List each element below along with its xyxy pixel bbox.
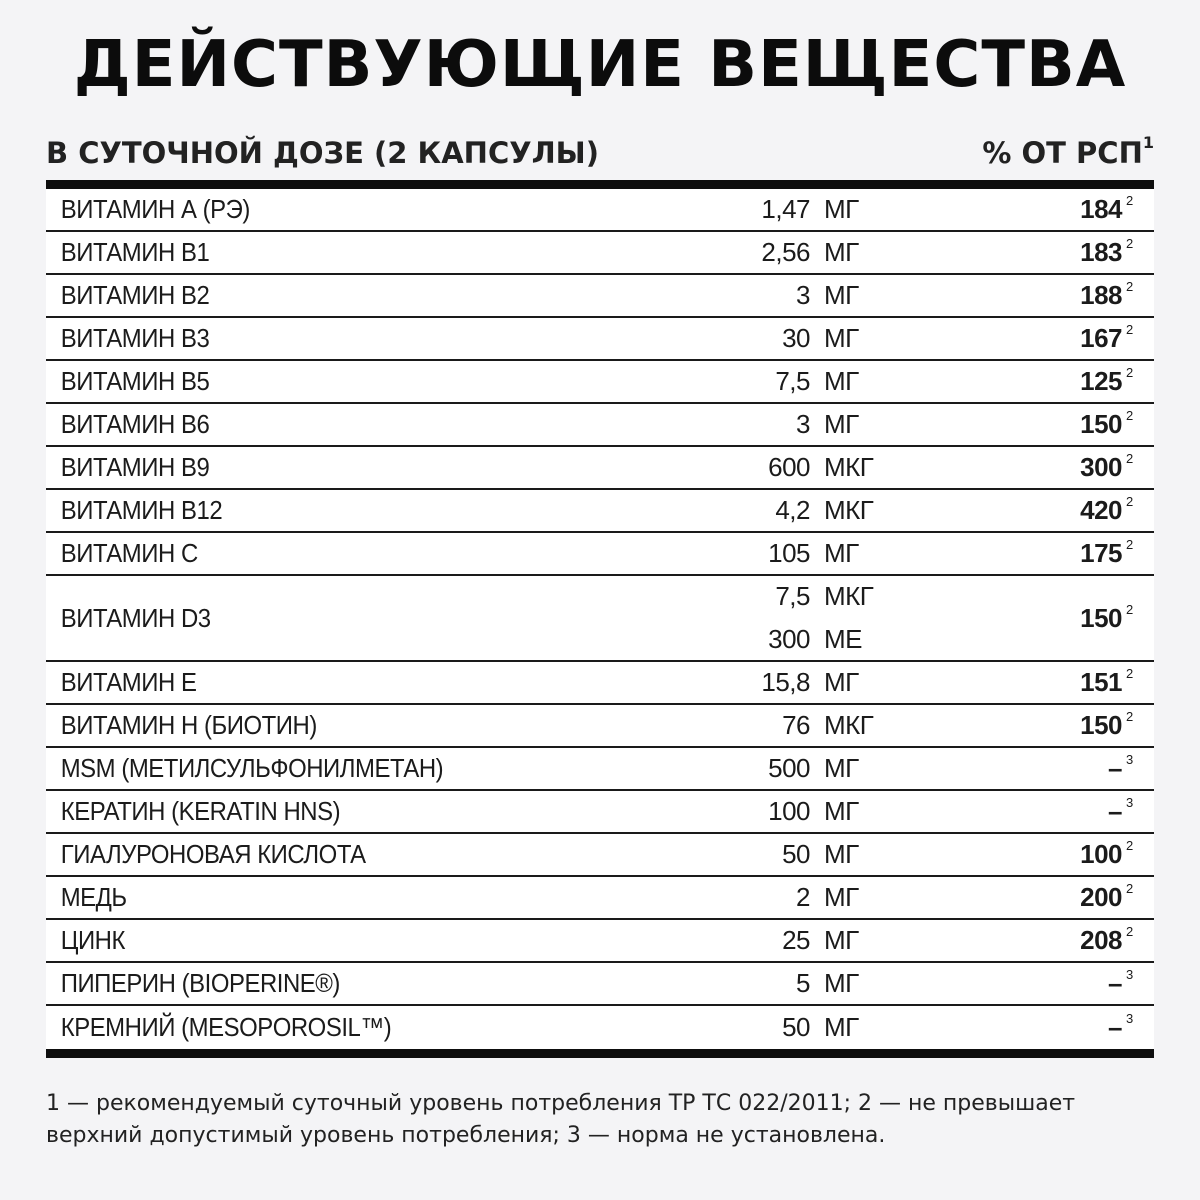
ingredient-name: КЕРАТИН (KERATIN HNS)	[60, 796, 341, 826]
amount-unit: МГ	[824, 839, 859, 869]
ingredient-amount	[686, 274, 886, 317]
ingredient-name: ВИТАМИН В6	[60, 409, 210, 439]
ingredient-name: МЕДЬ	[60, 882, 127, 912]
ingredient-name: ВИТАМИН В2	[60, 280, 210, 310]
rsp-percent	[886, 538, 1154, 569]
rsp-percent-note: 2	[1126, 709, 1133, 724]
ingredient-name: ВИТАМИН В3	[60, 323, 210, 353]
rsp-percent-note: 2	[1126, 666, 1133, 681]
table-row	[46, 318, 1154, 361]
amount-value: 30	[782, 323, 810, 353]
rsp-percent-note: 3	[1126, 1011, 1133, 1026]
table-row	[46, 963, 1154, 1006]
ingredient-name: ЦИНК	[60, 925, 125, 955]
rsp-percent-note: 2	[1126, 193, 1133, 208]
amount-value: 50	[782, 839, 810, 869]
rsp-percent-note: 2	[1126, 236, 1133, 251]
amount-value: 300	[768, 624, 810, 654]
amount-unit: МКГ	[824, 581, 874, 611]
table-row	[46, 834, 1154, 877]
amount-unit: МГ	[824, 925, 859, 955]
table-row	[46, 533, 1154, 576]
ingredient-name: MSM (МЕТИЛСУЛЬФОНИЛМЕТАН)	[60, 753, 444, 783]
amount-value: 4,2	[775, 495, 810, 525]
ingredient-name: ПИПЕРИН (BIOPERINE®)	[60, 968, 340, 998]
rsp-percent-value: 188	[1080, 280, 1122, 310]
ingredient-amounts	[686, 403, 886, 446]
amount-value: 500	[768, 753, 810, 783]
rsp-percent	[886, 409, 1154, 440]
amount-unit: МГ	[824, 323, 859, 353]
ingredient-amounts	[686, 532, 886, 575]
amount-value: 3	[796, 280, 810, 310]
daily-dose-heading: В СУТОЧНОЙ ДОЗЕ (2 КАПСУЛЫ)	[46, 136, 599, 170]
ingredient-name: ВИТАМИН Е	[60, 667, 197, 697]
amount-unit: МКГ	[824, 710, 874, 740]
rsp-percent-note: 2	[1126, 494, 1133, 509]
rsp-percent	[886, 882, 1154, 913]
ingredient-name: ВИТАМИН А (РЭ)	[60, 194, 250, 224]
amount-unit: МКГ	[824, 495, 874, 525]
table-row	[46, 576, 1154, 662]
rsp-percent-value: 125	[1080, 366, 1122, 396]
rsp-percent-note: 2	[1126, 924, 1133, 939]
ingredient-amount	[686, 919, 886, 962]
ingredient-amount	[686, 962, 886, 1005]
ingredient-amounts	[686, 962, 886, 1005]
rsp-percent-note: 2	[1126, 408, 1133, 423]
table-row	[46, 232, 1154, 275]
rsp-percent-note: 2	[1126, 601, 1133, 617]
amount-value: 2	[796, 882, 810, 912]
ingredient-amounts	[686, 575, 886, 661]
ingredient-amounts	[686, 446, 886, 489]
ingredient-name: ВИТАМИН С	[60, 538, 198, 568]
ingredient-amount	[686, 317, 886, 360]
rsp-percent-value: 150	[1080, 710, 1122, 740]
rsp-percent	[886, 495, 1154, 526]
amount-unit: МЕ	[824, 624, 862, 654]
table-row	[46, 275, 1154, 318]
ingredient-amount	[686, 747, 886, 790]
amount-unit: МГ	[824, 968, 859, 998]
ingredient-amounts	[686, 1006, 886, 1049]
rsp-percent	[886, 667, 1154, 698]
amount-value: 3	[796, 409, 810, 439]
rsp-heading-label: % ОТ РСП	[982, 136, 1143, 170]
amount-value: 105	[768, 538, 810, 568]
ingredient-amounts	[686, 876, 886, 919]
ingredient-amounts	[686, 231, 886, 274]
ingredient-name: ВИТАМИН В1	[60, 237, 210, 267]
ingredient-amounts	[686, 317, 886, 360]
rsp-percent-note: 2	[1126, 881, 1133, 896]
ingredient-amounts	[686, 661, 886, 704]
rsp-percent	[886, 839, 1154, 870]
rsp-percent	[886, 237, 1154, 268]
ingredient-amounts	[686, 489, 886, 532]
ingredient-amount	[686, 790, 886, 833]
rsp-percent-value: 184	[1080, 194, 1122, 224]
amount-unit: МГ	[824, 194, 859, 224]
rsp-percent-value: 167	[1080, 323, 1122, 353]
amount-value: 7,5	[775, 366, 810, 396]
table-row	[46, 361, 1154, 404]
rsp-percent	[886, 452, 1154, 483]
rsp-percent-note: 2	[1126, 279, 1133, 294]
table-row	[46, 705, 1154, 748]
rsp-percent-note: 3	[1126, 795, 1133, 810]
ingredient-amount	[686, 403, 886, 446]
ingredient-name: ВИТАМИН D3	[60, 602, 211, 633]
rsp-percent-value: –	[1108, 753, 1122, 783]
rsp-percent	[886, 753, 1154, 784]
amount-unit: МГ	[824, 366, 859, 396]
ingredient-amount	[686, 532, 886, 575]
rsp-percent-value: 300	[1080, 452, 1122, 482]
rsp-percent-note: 2	[1126, 451, 1133, 466]
ingredient-amount	[686, 876, 886, 919]
amount-unit: МГ	[824, 409, 859, 439]
ingredient-name: ВИТАМИН В5	[60, 366, 210, 396]
ingredient-amounts	[686, 360, 886, 403]
table-row	[46, 1006, 1154, 1049]
amount-unit: МГ	[824, 753, 859, 783]
page-title: ДЕЙСТВУЮЩИЕ ВЕЩЕСТВА	[73, 28, 1127, 102]
rsp-percent-value: 150	[1080, 409, 1122, 439]
rsp-percent-note: 2	[1126, 322, 1133, 337]
rsp-percent	[886, 796, 1154, 827]
rsp-percent	[886, 1012, 1154, 1043]
rsp-percent-value: 151	[1080, 667, 1122, 697]
footnote: 1 — рекомендуемый суточный уровень потребления ТР ТС 022/2011; 2 — не превышает верхний допустимый уровень потребления; 3 — норма не установлена.	[46, 1091, 1076, 1148]
ingredient-name: КРЕМНИЙ (MESOPOROSIL™)	[60, 1012, 392, 1042]
ingredient-amounts	[686, 747, 886, 790]
rsp-percent-value: 420	[1080, 495, 1122, 525]
ingredient-amount	[686, 231, 886, 274]
table-row	[46, 447, 1154, 490]
rsp-percent	[886, 603, 1154, 634]
ingredient-amounts	[686, 790, 886, 833]
rsp-percent-note: 2	[1126, 537, 1133, 552]
rsp-percent-value: –	[1108, 968, 1122, 998]
amount-value: 50	[782, 1012, 810, 1042]
amount-value: 25	[782, 925, 810, 955]
ingredient-name: ВИТАМИН Н (БИОТИН)	[60, 710, 317, 740]
ingredient-amount	[686, 360, 886, 403]
ingredient-amounts	[686, 919, 886, 962]
table-row	[46, 189, 1154, 232]
amount-value: 2,56	[761, 237, 810, 267]
amount-unit: МГ	[824, 1012, 859, 1042]
ingredient-name: ВИТАМИН В12	[60, 495, 223, 525]
amount-unit: МГ	[824, 882, 859, 912]
ingredient-amount	[686, 575, 886, 618]
rsp-percent-note: 3	[1126, 967, 1133, 982]
rsp-percent-note: 3	[1126, 752, 1133, 767]
ingredient-amounts	[686, 188, 886, 231]
rsp-percent	[886, 366, 1154, 397]
ingredient-amounts	[686, 274, 886, 317]
table-row	[46, 877, 1154, 920]
ingredient-name: ГИАЛУРОНОВАЯ КИСЛОТА	[60, 839, 366, 869]
ingredient-amount	[686, 704, 886, 747]
table-row	[46, 920, 1154, 963]
amount-unit: МГ	[824, 237, 859, 267]
table-row	[46, 662, 1154, 705]
amount-value: 7,5	[775, 581, 810, 611]
rsp-percent	[886, 280, 1154, 311]
amount-value: 76	[782, 710, 810, 740]
rsp-percent-value: 100	[1080, 839, 1122, 869]
rsp-percent-value: 150	[1080, 602, 1122, 633]
rsp-heading-note: 1	[1142, 133, 1154, 153]
ingredient-amount	[686, 833, 886, 876]
rsp-percent-note: 2	[1126, 365, 1133, 380]
rsp-heading	[982, 133, 1154, 170]
ingredient-amount	[686, 188, 886, 231]
rsp-percent	[886, 925, 1154, 956]
table-row	[46, 404, 1154, 447]
amount-value: 600	[768, 452, 810, 482]
table-row	[46, 791, 1154, 834]
ingredient-amounts	[686, 704, 886, 747]
amount-value: 15,8	[761, 667, 810, 697]
amount-unit: МГ	[824, 667, 859, 697]
rsp-percent-value: 183	[1080, 237, 1122, 267]
rsp-percent	[886, 194, 1154, 225]
amount-unit: МГ	[824, 796, 859, 826]
rsp-percent	[886, 323, 1154, 354]
amount-value: 100	[768, 796, 810, 826]
rsp-percent-value: 208	[1080, 925, 1122, 955]
rsp-percent-note: 2	[1126, 838, 1133, 853]
amount-unit: МГ	[824, 538, 859, 568]
rsp-percent-value: 175	[1080, 538, 1122, 568]
rsp-percent-value: –	[1108, 796, 1122, 826]
ingredients-table	[46, 180, 1154, 1058]
amount-value: 1,47	[761, 194, 810, 224]
rsp-percent-value: –	[1108, 1012, 1122, 1042]
ingredient-amounts	[686, 833, 886, 876]
ingredient-amount	[686, 446, 886, 489]
rsp-percent	[886, 968, 1154, 999]
amount-unit: МКГ	[824, 452, 874, 482]
ingredient-amount	[686, 1006, 886, 1049]
ingredient-amount	[686, 618, 886, 661]
rsp-percent	[886, 710, 1154, 741]
amount-value: 5	[796, 968, 810, 998]
rsp-percent-value: 200	[1080, 882, 1122, 912]
ingredient-amount	[686, 489, 886, 532]
table-row	[46, 490, 1154, 533]
table-row	[46, 748, 1154, 791]
table-subheader	[46, 133, 1154, 170]
ingredient-amount	[686, 661, 886, 704]
amount-unit: МГ	[824, 280, 859, 310]
ingredient-name: ВИТАМИН В9	[60, 452, 210, 482]
